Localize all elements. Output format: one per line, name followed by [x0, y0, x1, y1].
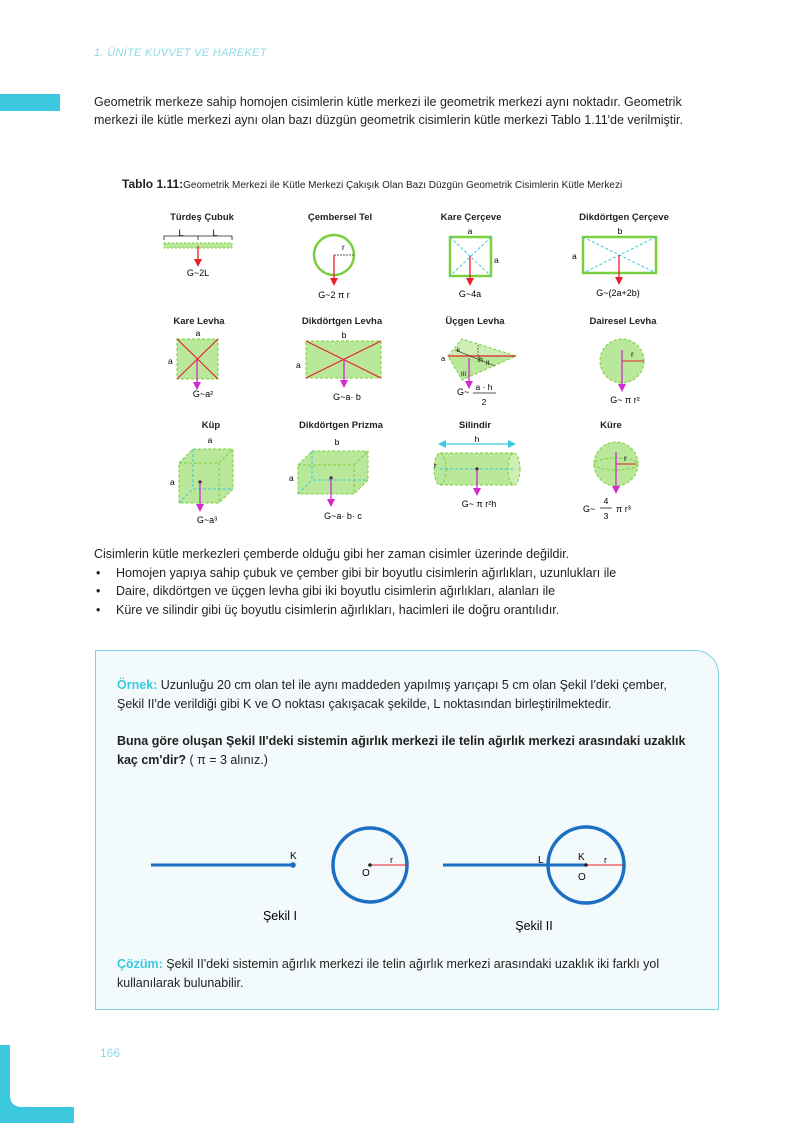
notes-bullet-3: • Küre ve silindir gibi üç boyutlu cisimlerin ağırlıkları, hacimleri ile doğru orantılıdır. — [94, 601, 734, 620]
cube-formula: G~a³ — [196, 515, 218, 525]
rod-label-l2: L — [212, 228, 218, 238]
tri-formula-num: a · h — [475, 382, 493, 392]
cyl-formula: G~ π r²h — [461, 499, 497, 509]
sphere-figure — [583, 442, 638, 521]
caption-dikdortgen-cerceve: Dikdörtgen Çerçeve — [579, 212, 669, 223]
notes-bullet-2: • Daire, dikdörtgen ve üçgen levha gibi iki boyutlu cisimlerin ağırlıkları, alanları ile — [94, 582, 734, 601]
cube-label-a-top: a — [207, 435, 213, 445]
cube-figure — [170, 435, 233, 525]
prism-formula: G~a· b· c — [324, 511, 362, 521]
tri-label-ii: II — [486, 361, 490, 367]
rectplate-label-a: a — [296, 360, 301, 370]
disc-label-r: r — [631, 350, 634, 359]
caption-kup: Küp — [201, 420, 221, 431]
tri-label-iii: III — [461, 372, 467, 378]
intro-paragraph: Geometrik merkeze sahip homojen cisimlerin kütle merkezi ile geometrik merkezi aynı noktadır. Geometrik merkezi ile kütle merkezi aynı olan bazı düzgün geometrik cisimlerin kütle merkezi Tablo 1.11'de verilmiştir. — [94, 95, 683, 127]
tri-label-h: h — [479, 357, 483, 364]
caption-kare-levha: Kare Levha — [173, 316, 225, 327]
wire-circle-figure — [314, 235, 354, 300]
rectframe-label-a: a — [572, 251, 577, 261]
disc-formula: G~ π r² — [610, 395, 640, 405]
example-figures — [0, 810, 794, 940]
triangle-plate-figure — [441, 339, 516, 407]
sqplate-label-a-top: a — [195, 328, 201, 338]
table-label: Tablo 1.11: — [122, 177, 184, 191]
page-number: 166 — [100, 1046, 121, 1060]
caption-silindir: Silindir — [458, 420, 492, 431]
caption-cembersel-tel: Çembersel Tel — [307, 212, 373, 223]
shapes-table-figure — [0, 0, 794, 540]
sqframe-formula: G~4a — [458, 289, 482, 299]
sphere-formula-den: 3 — [603, 511, 609, 521]
solution-label: Çözüm: — [117, 957, 163, 971]
caption-dairesel-levha: Dairesel Levha — [589, 316, 657, 327]
unit-header: 1. ÜNİTE KUVVET VE HAREKET — [94, 47, 267, 59]
square-plate-figure — [168, 328, 218, 399]
wire-formula: G~2 π r — [318, 290, 350, 300]
cyl-label-r: r — [434, 461, 437, 470]
disc-plate-figure — [600, 339, 644, 405]
figure-2 — [443, 827, 624, 933]
fig1-caption: Şekil I — [262, 909, 298, 923]
cube-label-a-side: a — [170, 477, 175, 487]
rectframe-formula: G~(2a+2b) — [596, 288, 640, 298]
caption-dikdortgen-prizma: Dikdörtgen Prizma — [299, 420, 383, 431]
caption-turdes-cubuk: Türdeş Çubuk — [170, 212, 234, 223]
square-frame-figure — [450, 226, 499, 299]
fig2-label-k: K — [578, 852, 585, 863]
example-question — [117, 732, 697, 770]
question-note: ( π = 3 alınız.) — [185, 753, 268, 767]
prism-label-b: b — [334, 437, 340, 447]
sqplate-label-a-side: a — [168, 356, 173, 366]
rect-prism-figure — [289, 437, 368, 521]
sqplate-formula: G~a² — [192, 389, 214, 399]
notes-bullet-1: • Homojen yapıya sahip çubuk ve çember gibi bir boyutlu cisimlerin ağırlıkları, uzunlukları ile — [94, 564, 734, 583]
tri-formula-prefix: G~ — [457, 387, 470, 397]
rod-figure — [164, 228, 232, 278]
fig2-caption: Şekil II — [515, 919, 553, 933]
fig2-label-o: O — [578, 872, 586, 883]
example-label: Örnek: — [117, 678, 158, 692]
example-text — [117, 676, 697, 714]
cylinder-figure — [434, 434, 520, 509]
tri-label-k: k — [457, 347, 461, 354]
caption-kure: Küre — [600, 420, 622, 431]
example-body: Uzunluğu 20 cm olan tel ile aynı maddeden yapılmış yarıçapı 5 cm olan Şekil I'deki çember, Şekil II'de verildiği gibi K ve O noktası çakışacak şekilde, L noktasından birleştirilmektedir. — [117, 678, 667, 711]
corner-decoration — [0, 1045, 74, 1123]
rect-frame-figure — [572, 226, 656, 298]
sqframe-label-a-side: a — [494, 255, 499, 265]
cyl-label-h: h — [474, 434, 480, 444]
rod-label-l1: L — [178, 228, 184, 238]
sphere-formula-suffix: π r³ — [616, 504, 631, 514]
sqframe-label-a-top: a — [467, 226, 473, 236]
solution-text — [117, 955, 707, 993]
notes-section — [94, 545, 734, 619]
caption-kare-cerceve: Kare Çerçeve — [440, 212, 502, 223]
caption-ucgen-levha: Üçgen Levha — [445, 316, 505, 327]
figure-1 — [151, 828, 407, 923]
rectplate-formula: G~a· b — [333, 392, 361, 402]
fig2-label-l: L — [538, 855, 544, 866]
sphere-formula-prefix: G~ — [583, 504, 596, 514]
rect-plate-figure — [296, 330, 381, 402]
tri-label-a: a — [441, 354, 446, 363]
rectplate-label-b: b — [341, 330, 347, 340]
notes-lead: Cisimlerin kütle merkezleri çemberde olduğu gibi her zaman cisimler üzerinde değildir. — [94, 547, 570, 561]
wire-label-r: r — [342, 243, 345, 252]
sphere-label-r: r — [624, 454, 627, 463]
rectframe-label-b: b — [617, 226, 623, 236]
fig1-label-r: r — [390, 855, 393, 865]
tri-formula-den: 2 — [481, 397, 487, 407]
solution-body: Şekil II'deki sistemin ağırlık merkezi ile telin ağırlık merkezi arasındaki uzaklık iki farklı yol kullanılarak bulunabilir. — [117, 957, 660, 990]
sphere-formula-num: 4 — [603, 496, 609, 506]
table-title-text: Geometrik Merkezi ile Kütle Merkezi Çakışık Olan Bazı Düzgün Geometrik Cisimlerin Kütle Merkezi — [183, 180, 623, 191]
rod-formula: G~2L — [186, 268, 210, 278]
caption-dikdortgen-levha: Dikdörtgen Levha — [301, 316, 383, 327]
question-text: Buna göre oluşan Şekil II'deki sistemin ağırlık merkezi ile telin ağırlık merkezi arasındaki uzaklık kaç cm'dir? — [117, 734, 686, 767]
fig1-label-k: K — [290, 851, 297, 862]
prism-label-a: a — [289, 473, 294, 483]
fig1-label-o: O — [362, 868, 370, 879]
fig2-label-r: r — [604, 855, 607, 865]
